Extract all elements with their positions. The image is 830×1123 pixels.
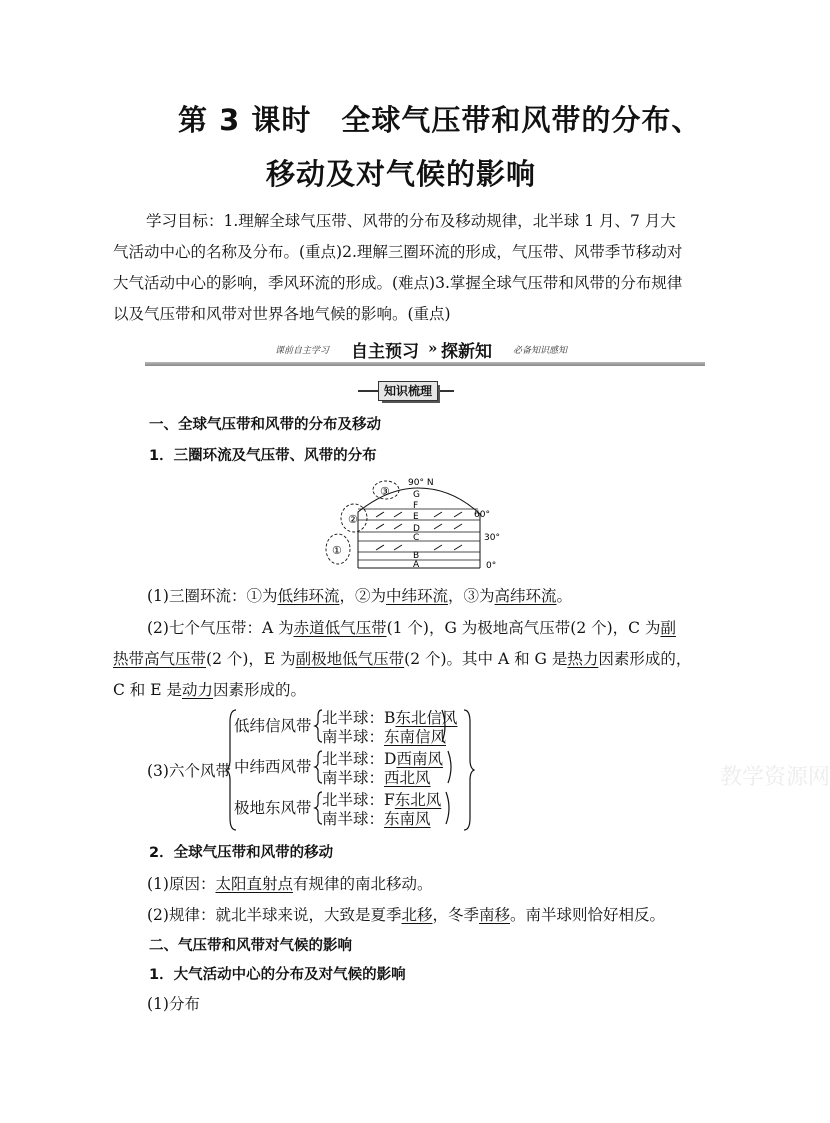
page-title-line2: 移动及对气候的影响 xyxy=(266,157,537,191)
answer-se-wind: 东南风 xyxy=(384,810,431,828)
answer-low-latitude-cell: 低纬环流 xyxy=(277,587,340,605)
answer-ne-wind: 东北风 xyxy=(394,791,442,809)
badge-label: 知识梳理 xyxy=(378,381,438,401)
band-letter-b: B xyxy=(413,551,420,561)
wind-low-north: 北半球：B东北信风 xyxy=(322,709,458,727)
section2-heading: 二、气压带和风带对气候的影响 xyxy=(149,938,352,954)
lat-label-0: 0° xyxy=(486,561,497,571)
double-chevron-icon: » xyxy=(428,339,438,357)
answer-thermal: 热力 xyxy=(567,650,599,668)
band-letter-a: A xyxy=(413,560,420,570)
banner-big-left: 自主预习 xyxy=(351,342,419,362)
movement-rule: (2)规律：就北半球来说，大致是夏季北移，冬季南移。南半球则恰好相反。 xyxy=(147,906,666,924)
wind-polar-north: 北半球：F东北风 xyxy=(322,791,442,809)
section2-sub1: 1．大气活动中心的分布及对气候的影响 xyxy=(149,967,406,983)
band-letter-f: F xyxy=(413,501,419,511)
section1-sub2: 2．全球气压带和风带的移动 xyxy=(149,845,334,861)
section1-sub1: 1．三圈环流及气压带、风带的分布 xyxy=(149,448,377,464)
answer-subpolar-low: 副极地低气压带 xyxy=(295,650,405,668)
lat-label-60: 60° xyxy=(474,510,490,520)
wind-low-south: 南半球：东南信风 xyxy=(322,728,447,746)
cell-label-1: ① xyxy=(332,544,342,557)
banner-big-right: 探新知 xyxy=(441,342,492,362)
banner-bar xyxy=(145,362,705,366)
answer-direct-sun-point: 太阳直射点 xyxy=(215,875,293,893)
answer-se-trade-wind: 东南信风 xyxy=(384,728,447,746)
answer-dynamic: 动力 xyxy=(181,681,213,699)
lat-label-90n: 90° N xyxy=(408,478,434,488)
answer-south-shift: 南移 xyxy=(479,906,511,924)
wind-group-low-latitude: 低纬信风带 xyxy=(234,717,312,735)
wind-belts-label: (3)六个风带 xyxy=(147,762,231,780)
band-letter-g: G xyxy=(413,490,420,500)
cell-label-3: ③ xyxy=(380,485,390,498)
answer-mid-latitude-cell: 中纬环流 xyxy=(386,587,449,605)
answer-high-latitude-cell: 高纬环流 xyxy=(494,587,557,605)
band-letter-c: C xyxy=(413,533,420,543)
answer-subtropical-high-part1: 副 xyxy=(660,619,676,637)
answer-ne-trade-wind: 东北信风 xyxy=(395,709,458,727)
banner-small-left: 课前自主学习 xyxy=(275,346,330,356)
wind-mid-north: 北半球：D西南风 xyxy=(322,750,443,768)
answer-sw-wind: 西南风 xyxy=(396,750,443,768)
pressure-belts-line1: (2)七个气压带：A 为赤道低气压带(1 个)，G 为极地高气压带(2 个)，C 为副 xyxy=(147,619,676,637)
band-letter-e: E xyxy=(413,512,419,522)
answer-subtropical-high-part2: 热带高气压带 xyxy=(113,650,207,668)
watermark: 教学资源网 xyxy=(720,765,830,790)
answer-equatorial-low: 赤道低气压带 xyxy=(293,619,387,637)
pressure-belts-line3: C 和 E 是动力因素形成的。 xyxy=(113,681,306,699)
three-cell-line: (1)三圈环流：①为低纬环流，②为中纬环流，③为高纬环流。 xyxy=(147,587,573,605)
wind-group-mid-latitude: 中纬西风带 xyxy=(234,758,312,776)
answer-north-shift: 北移 xyxy=(401,906,433,924)
wind-group-polar: 极地东风带 xyxy=(234,799,312,817)
wind-polar-south: 南半球：东南风 xyxy=(322,810,431,828)
banner-small-right: 必备知识感知 xyxy=(513,346,568,356)
three-cell-diagram xyxy=(318,474,518,574)
learning-objectives: 学习目标：1.理解全球气压带、风带的分布及移动规律，北半球 1 月、7 月大气活动中心的名称及分布。(重点)2.理解三圈环流的形成，气压带、风带季节移动对大气活动中心的影响，季风环流的形成。(难点)3.掌握全球气压带和风带的分布规律以及气压带和风带对世界各地气候的影响。(重点) xyxy=(113,212,683,323)
knowledge-badge xyxy=(358,381,454,403)
section-banner xyxy=(145,339,705,365)
movement-cause: (1)原因：太阳直射点有规律的南北移动。 xyxy=(147,875,433,893)
page-title-line1: 第 3 课时 全球气压带和风带的分布、 xyxy=(178,103,702,137)
section2-item1: (1)分布 xyxy=(147,995,200,1013)
answer-nw-wind: 西北风 xyxy=(384,769,431,787)
cell-label-2: ② xyxy=(348,513,358,526)
band-letter-d: D xyxy=(413,524,420,534)
section1-heading: 一、全球气压带和风带的分布及移动 xyxy=(149,417,381,433)
pressure-belts-line2: 热带高气压带(2 个)，E 为副极地低气压带(2 个)。其中 A 和 G 是热力因素形成的， xyxy=(113,650,692,668)
lat-label-30: 30° xyxy=(484,533,500,543)
wind-mid-south: 南半球：西北风 xyxy=(322,769,431,787)
